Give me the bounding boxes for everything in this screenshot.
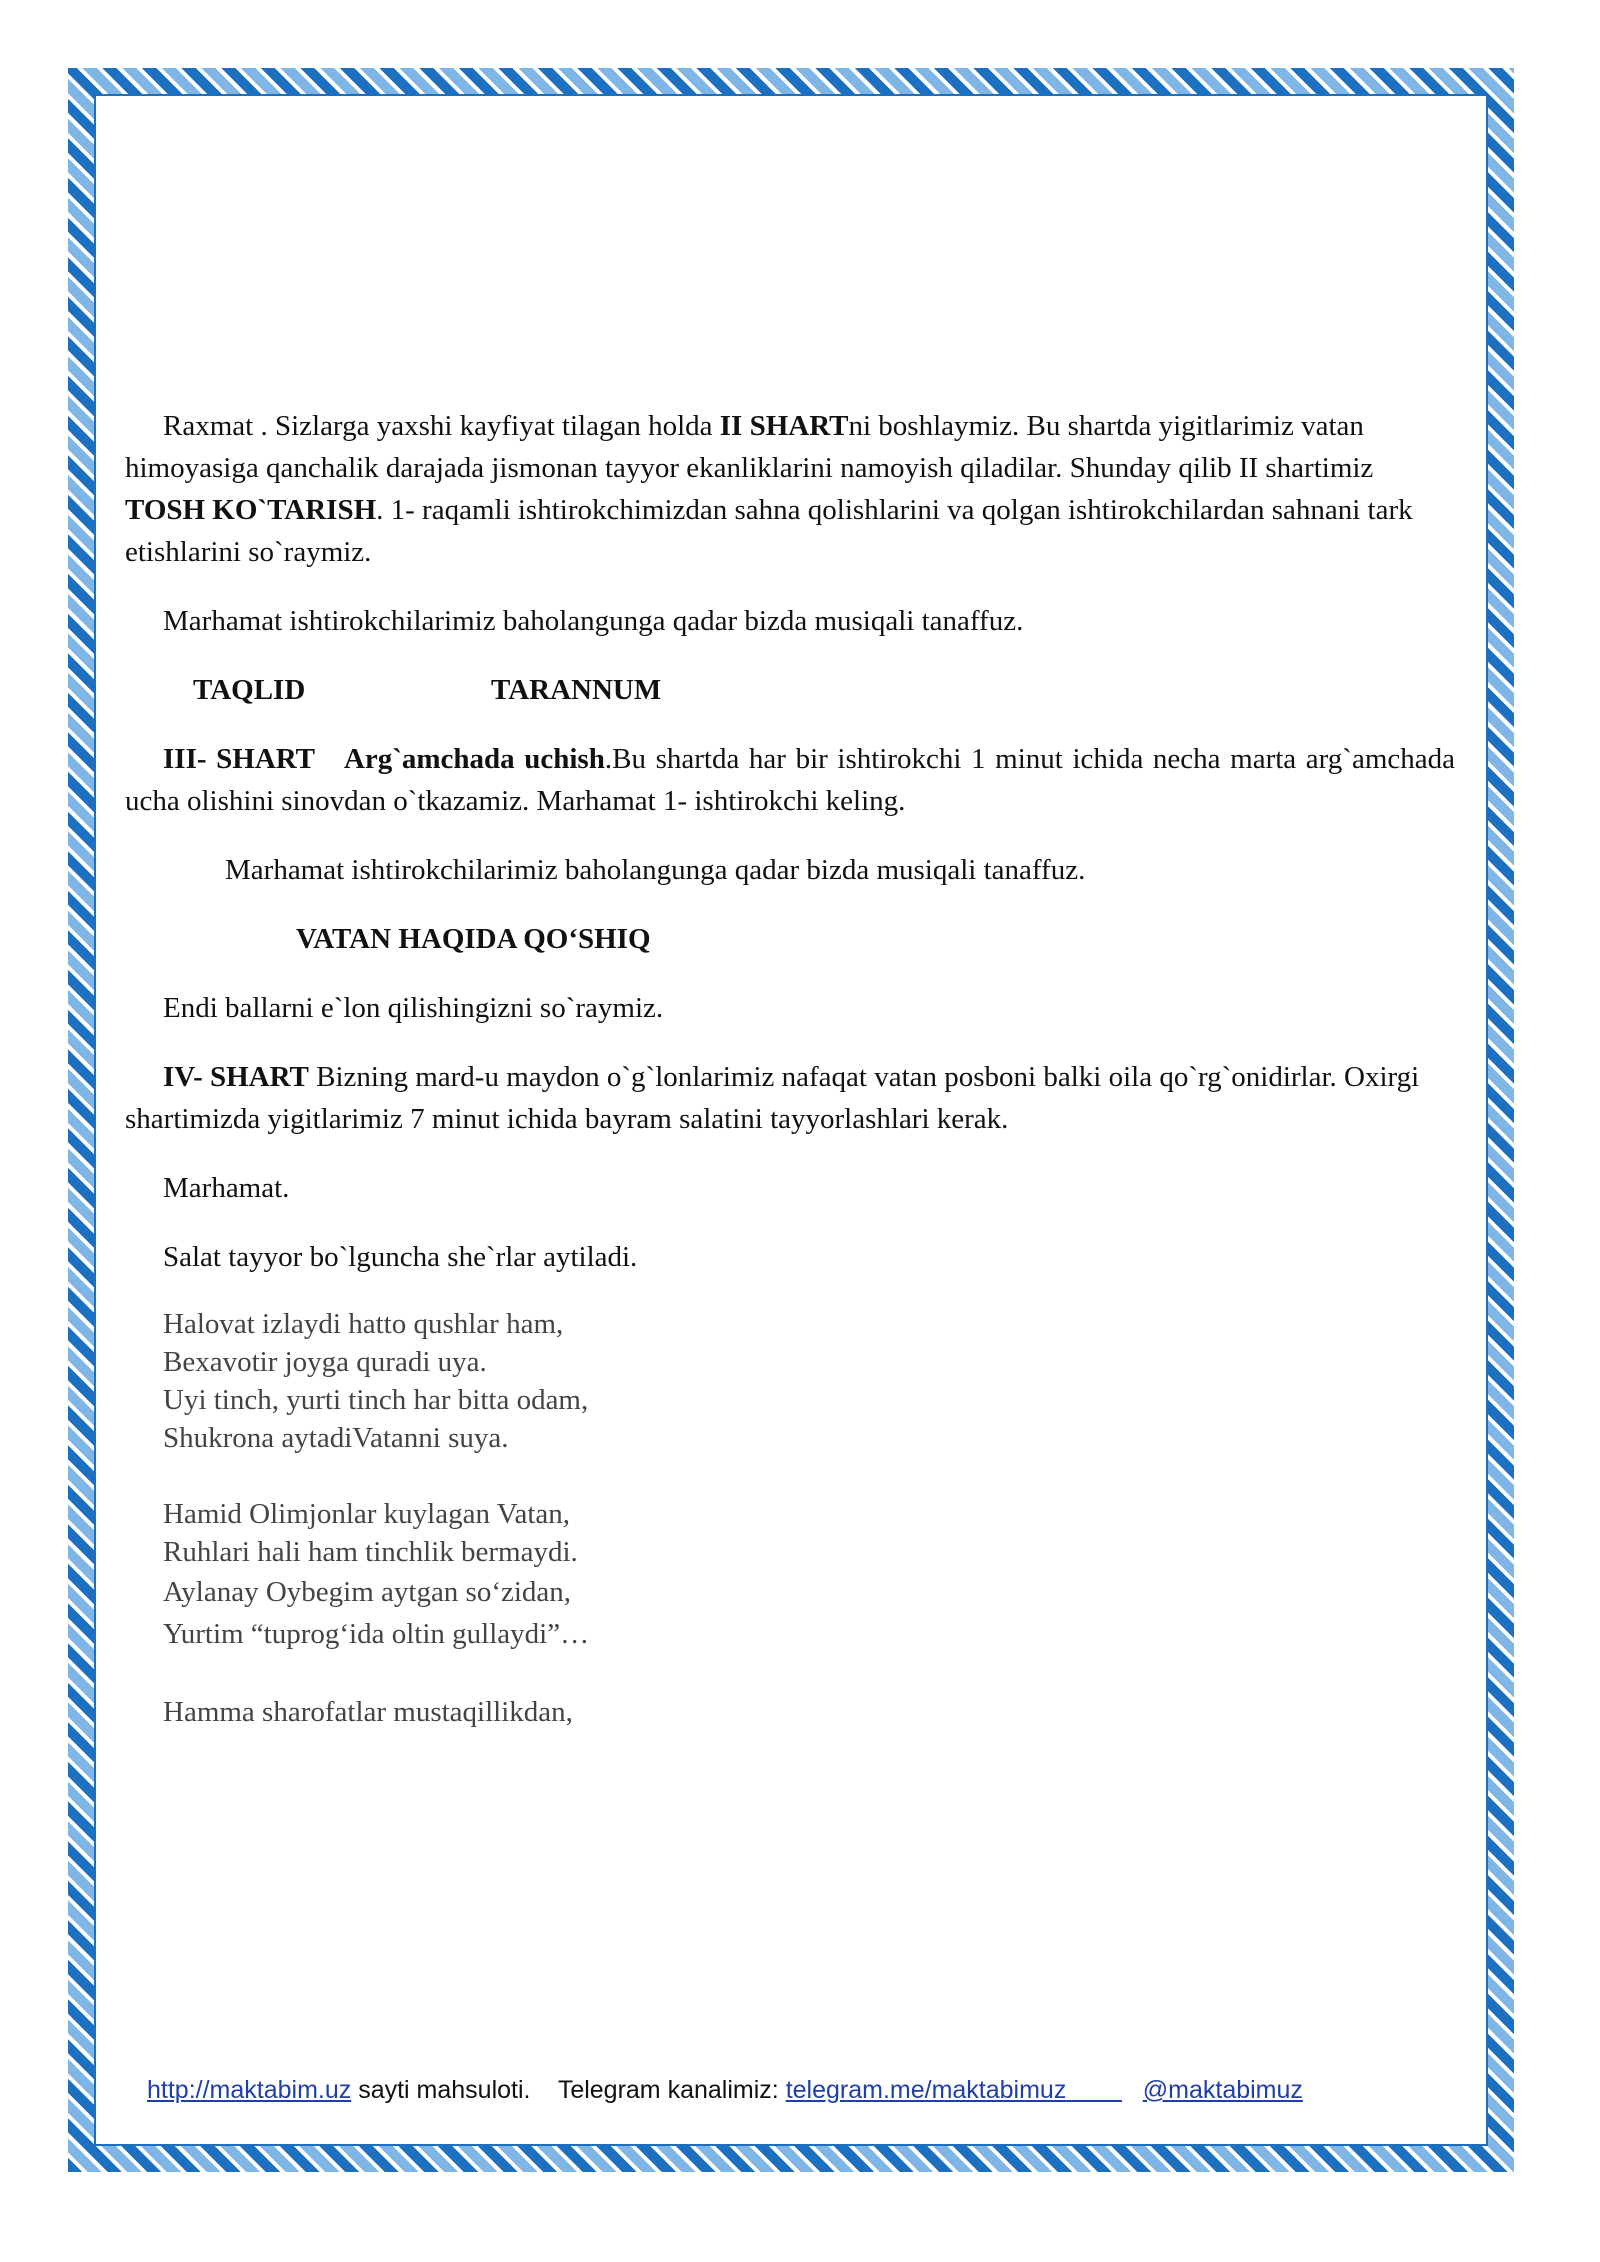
heading-vatan-song: VATAN HAQIDA QO‘SHIQ (296, 923, 651, 955)
poem-line: Shukrona aytadiVatanni suya. (163, 1422, 509, 1454)
bold-label-fourth-task: IV- SHART (163, 1061, 309, 1093)
poem-line: Yurtim “tuprog‘ida oltin gullaydi”… (163, 1618, 590, 1650)
poem-line: Bexavotir joyga quradi uya. (163, 1346, 487, 1378)
paragraph-music-break-1: Marhamat ishtirokchilarimiz baholangunga qadar bizda musiqali tanaffuz. (163, 605, 1024, 637)
poem-stanza-1 (163, 1305, 1455, 1457)
heading-tarannum: TARANNUM (491, 674, 662, 706)
bold-label-stone-lifting: TOSH KO`TARISH (125, 494, 377, 526)
bold-label-third-task: III- SHART (163, 743, 316, 775)
bold-label-second-task: II SHART (719, 410, 849, 442)
footer: http://maktabim.uz sayti mahsuloti. Telegram kanalimiz: telegram.me/maktabimuz @maktabimuz (147, 2076, 1303, 2104)
paragraph-salad-poems: Salat tayyor bo`lguncha she`rlar aytiladi. (163, 1241, 638, 1273)
poem-stanza-3 (163, 1693, 1455, 1731)
telegram-handle-link[interactable]: @maktabimuz (1142, 2076, 1303, 2104)
poem-line: Ruhlari hali ham tinchlik bermaydi. (163, 1536, 578, 1568)
paragraph-second-task: Raxmat . Sizlarga yaxshi kayfiyat tilagan holda II SHARTni boshlaymiz. Bu shartda yigitlarimiz vatan himoyasiga qanchalik darajada jismonan tayyor ekanliklarini namoyish qiladilar. Shunday qilib II shartimiz TOSH KO`TARISH. 1- raqamli ishtirokchimizdan sahna qolishlarini va qolgan ishtirokchilardan sahnani tark etishlarini so`raymiz. (125, 410, 1413, 568)
poem (125, 1305, 1455, 1731)
poem-line: Hamma sharofatlar mustaqillikdan, (163, 1696, 573, 1728)
paragraph-third-task: III- SHART Arg`amchada uchish.Bu shartda har bir ishtirokchi 1 minut ichida necha marta arg`amchada ucha olishini sinovdan o`tkazamiz. Marhamat 1- ishtirokchi keling. (125, 743, 1455, 817)
heading-row-performances (125, 669, 1455, 711)
poem-line: Aylanay Oybegim aytgan so‘zidan, (163, 1576, 572, 1608)
paragraph-marhamat: Marhamat. (163, 1172, 290, 1204)
poem-line: Halovat izlaydi hatto qushlar ham, (163, 1308, 564, 1340)
poem-line: Hamid Olimjonlar kuylagan Vatan, (163, 1498, 570, 1530)
paragraph-fourth-task: IV- SHART Bizning mard-u maydon o`g`lonlarimiz nafaqat vatan posboni balki oila qo`rg`onidirlar. Oxirgi shartimizda yigitlarimiz 7 minut ichida bayram salatini tayyorlashlari kerak. (125, 1061, 1420, 1135)
paragraph-announce-scores: Endi ballarni e`lon qilishingizni so`raymiz. (163, 992, 664, 1024)
bold-label-rope-jumping: Arg`amchada uchish (343, 743, 605, 775)
poem-stanza-2 (163, 1495, 1455, 1655)
telegram-link[interactable]: telegram.me/maktabimuz (785, 2076, 1067, 2104)
paragraph-music-break-2: Marhamat ishtirokchilarimiz baholangunga qadar bizda musiqali tanaffuz. (225, 854, 1086, 886)
heading-taqlid: TAQLID (193, 674, 306, 706)
document-body (125, 405, 1455, 1769)
poem-line: Uyi tinch, yurti tinch har bitta odam, (163, 1384, 589, 1416)
site-link[interactable]: http://maktabim.uz (147, 2076, 352, 2104)
